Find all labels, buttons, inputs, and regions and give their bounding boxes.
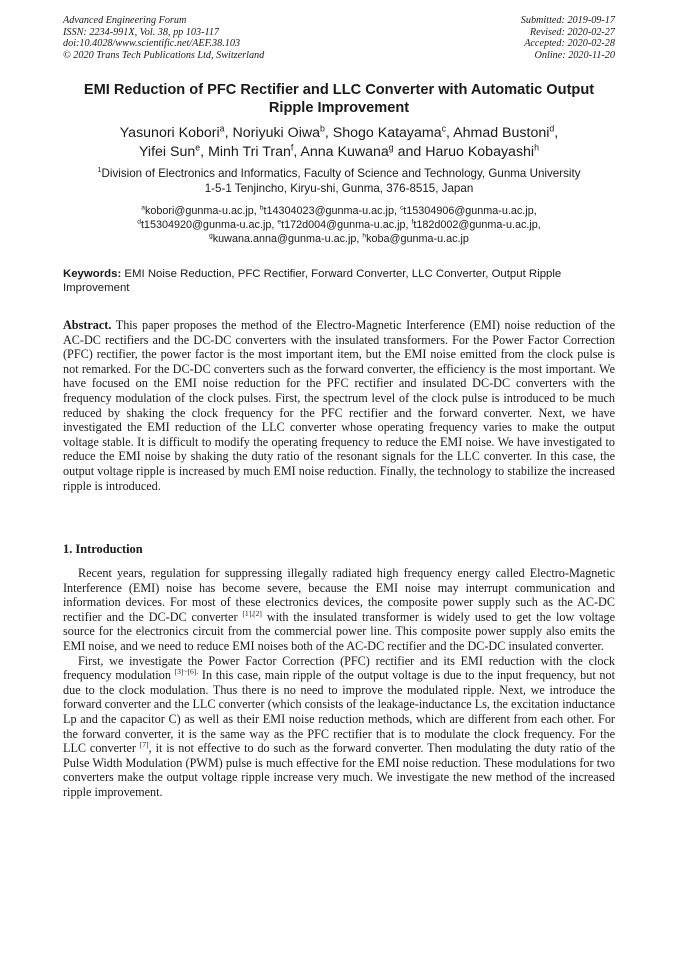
email-address[interactable]: t14304023@gunma-u.ac.jp bbox=[263, 205, 394, 217]
journal-header-right bbox=[521, 15, 615, 61]
email-address[interactable]: t15304906@gunma-u.ac.jp bbox=[403, 205, 534, 217]
online-date: Online: 2020-11-20 bbox=[534, 49, 615, 61]
intro-text: In this case, main ripple of the output voltage is due to the input frequency, but not due to the clock modulation. Thus there is no need to improve the modulated ripple. Next, we introduce the forward converter and the LLC converter (which consists of the leakage-inductance Ls, the excitation inductance Lp and the capacitor C) as well as their EMI noise reduction methods, which are different from each other. For the forward converter, it is the same way as the PFC rectifier that is to modulate the clock frequency. For the LLC converter bbox=[63, 668, 615, 756]
copyright-line: © 2020 Trans Tech Publications Ltd, Switzerland bbox=[63, 49, 265, 61]
email-sup: a bbox=[141, 204, 145, 212]
email-sup: e bbox=[277, 218, 282, 226]
author-sup: b bbox=[319, 123, 325, 134]
author-list: Yasunori Kobori$^a$, Noriyuki Oiwa$^b$, Shogo Katayama$^c$, Ahmad Bustoni$^d$, Yifei Sun$^e$, Minh Tri Tran$^f$, Anna Kuwana$^g$ and Haruo Kobayashi$^h$ bbox=[119, 123, 559, 160]
intro-paragraph-2 bbox=[63, 654, 615, 800]
paper-title: EMI Reduction of PFC Rectifier and LLC Converter with Automatic Output Ripple Improvement bbox=[83, 82, 595, 116]
email-address[interactable]: t182d002@gunma-u.ac.jp bbox=[413, 219, 538, 231]
author-name: Haruo Kobayashi bbox=[425, 144, 535, 160]
affiliation-sup: 1 bbox=[97, 165, 102, 175]
email-address[interactable]: kobori@gunma-u.ac.jp bbox=[145, 205, 254, 217]
email-sup: h bbox=[362, 232, 367, 240]
email-sup: c bbox=[399, 204, 404, 212]
email-address[interactable]: t15304920@gunma-u.ac.jp bbox=[140, 219, 272, 231]
affiliation-line-1: Division of Electronics and Informatics, Faculty of Science and Technology, Gunma University bbox=[101, 167, 581, 180]
journal-name: Advanced Engineering Forum bbox=[63, 15, 187, 26]
abstract-text: This paper proposes the method of the Electro-Magnetic Interference (EMI) noise reduction of the AC-DC rectifiers and the DC-DC converters with the insulated transformers. For the Power Factor Correction (PFC) rectifier, the power factor is the most important item, but the EMI noise emitted from the clock pulse is not remarked. For the DC-DC converters such as the forward converter, the efficiency is the most important. We have focused on the EMI noise reduction for the PFC rectifier and insulated DC-DC converters with the frequency modulation of the clock pulses. First, the spectrum level of the clock pulse is introduced to be much reduced by shaking the clock frequency for the PFC rectifier and the forward converter. Next, we have investigated the EMI reduction of the LLC converter whose operating frequency varies to make the output voltage stable. It is difficult to modify the operating frequency to reduce the EMI noise. We have investigated to reduce the EMI noise by shaking the duty ratio of the resonant signals for the LLC converter. In this case, the output voltage ripple is increased by much EMI noise reduction. Finally, the technology to stabilize the increased ripple is introduced. bbox=[63, 318, 615, 493]
intro-text: First, we investigate the Power Factor Correction (PFC) rectifier and its EMI reduction with the clock frequency modulation bbox=[63, 653, 615, 683]
section-heading-introduction: 1. Introduction bbox=[63, 542, 143, 556]
issn-line: ISSN: 2234-991X, Vol. 38, pp 103-117 bbox=[63, 26, 220, 38]
citation: [7] bbox=[139, 740, 149, 750]
keywords bbox=[63, 267, 615, 296]
intro-text: with the insulated transformer is widely used to get the low voltage source for the electronics circuit from the commercial power line. This composite power supply also emits the EMI noise, and we need to reduce EMI noises both of the AC-DC rectifier and the DC-DC insulated converter. bbox=[63, 609, 616, 653]
author-sup: h bbox=[534, 142, 539, 153]
introduction-body bbox=[63, 566, 615, 800]
email-sup: d bbox=[137, 218, 141, 226]
author-sup: d bbox=[549, 123, 555, 134]
intro-text: Recent years, regulation for suppressing illegally radiated high frequency energy called Electro-Magnetic Interference (EMI) noise has become severe, because the EMI noise may interrupt communication and information devices. For most of these electronics devices, the composite power supply such as the AC-DC rectifier and the DC-DC converter bbox=[63, 566, 615, 624]
keywords-text: EMI Noise Reduction, PFC Rectifier, Forward Converter, LLC Converter, Output Ripple Improvement bbox=[63, 268, 562, 295]
author-sup: a bbox=[219, 123, 225, 134]
doi-line: doi:10.4028/www.scientific.net/AEF.38.103 bbox=[63, 38, 241, 50]
affiliation-line-2: 1-5-1 Tenjincho, Kiryu-shi, Gunma, 376-8515, Japan bbox=[204, 181, 474, 195]
author-sup: e bbox=[195, 142, 201, 153]
email-sup: b bbox=[259, 204, 264, 212]
keywords-label: Keywords: bbox=[63, 268, 122, 280]
submitted-date: Submitted: 2019-09-17 bbox=[520, 15, 615, 26]
email-list: $^a$kobori@gunma-u.ac.jp, $^b$t14304023@gunma-u.ac.jp, $^c$t15304906@gunma-u.ac.jp, $^d$t15304920@gunma-u.ac.jp, $^e$t172d004@gunma-u.ac.jp, $^f$t182d002@gunma-u.ac.jp, $^g$kuwana.anna@gunma-u.ac.jp, $^h$koba@gunma-u.ac.jp bbox=[137, 204, 541, 245]
affiliation bbox=[60, 167, 618, 196]
revised-date: Revised: 2020-02-27 bbox=[529, 26, 615, 38]
author-name: Noriyuki Oiwa bbox=[232, 125, 320, 141]
author-name: Minh Tri Tran bbox=[208, 144, 291, 160]
email-sup: f bbox=[411, 218, 414, 226]
citation: [3]~[6]. bbox=[174, 667, 199, 677]
author-name: Yasunori Kobori bbox=[119, 125, 220, 141]
abstract bbox=[63, 318, 615, 493]
citation: [1],[2] bbox=[242, 608, 262, 618]
abstract-label: Abstract. bbox=[63, 318, 112, 332]
intro-paragraph-1 bbox=[63, 566, 615, 654]
journal-header-left bbox=[63, 15, 264, 61]
author-sup: f bbox=[290, 142, 294, 153]
intro-text: , it is not effective to do such as the forward converter. Then modulating the duty ratio of the Pulse Width Modulation (PWM) pulse is much effective for the EMI noise reduction. These modulations for two converters make the output voltage ripple increase very much. We investigate the new method of the increased ripple improvement. bbox=[63, 741, 616, 799]
author-name: Anna Kuwana bbox=[300, 144, 389, 160]
author-name: Shogo Katayama bbox=[332, 125, 442, 141]
author-sup: g bbox=[388, 142, 394, 153]
email-address[interactable]: kuwana.anna@gunma-u.ac.jp bbox=[212, 233, 357, 245]
email-sup: g bbox=[209, 232, 213, 240]
email-address[interactable]: t172d004@gunma-u.ac.jp bbox=[281, 219, 406, 231]
accepted-date: Accepted: 2020-02-28 bbox=[524, 38, 615, 50]
author-sup: c bbox=[441, 123, 447, 134]
email-address[interactable]: koba@gunma-u.ac.jp bbox=[366, 233, 469, 245]
author-name: Ahmad Bustoni bbox=[453, 125, 550, 141]
author-name: Yifei Sun bbox=[139, 144, 196, 160]
